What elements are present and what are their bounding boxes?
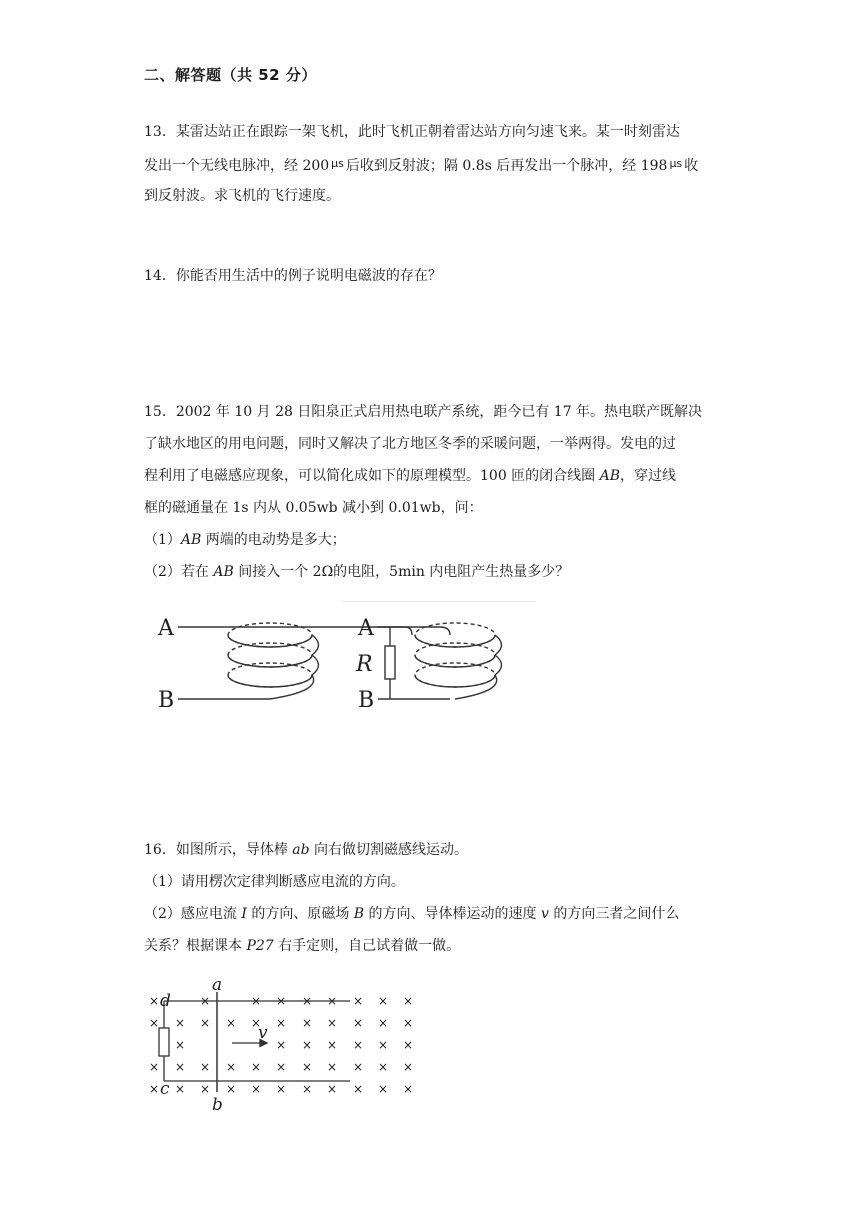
q16-line4-a: 关系？根据课本: [144, 938, 247, 954]
field-cross-mark: ×: [353, 1038, 364, 1052]
q16-rod-name: ab: [292, 842, 310, 858]
q16-sub2-d: 的方向三者之间什么: [548, 906, 680, 922]
q15-line1: 2002 年 10 月 28 日阳泉正式启用热电联产系统，距今已有 17 年。热电联产既解决: [175, 404, 703, 420]
q13-line2-a: 发出一个无线电脉冲，经 200: [144, 158, 330, 174]
field-cross-mark: ×: [353, 994, 364, 1008]
q16-line1-b: 向右做切割磁感线运动。: [309, 842, 469, 858]
field-cross-mark: ×: [378, 1082, 389, 1096]
right-lead-a: [378, 627, 450, 635]
left-label-b: B: [158, 688, 175, 713]
field-cross-mark: ×: [251, 1082, 262, 1096]
q15-sub2-b: 间接入一个 2Ω的电阻，5min 内电阻产生热量多少？: [233, 564, 570, 580]
q16-sub2-c: 的方向、导体棒运动的速度: [364, 906, 541, 922]
field-cross-mark: ×: [302, 1060, 313, 1074]
field-cross-mark: ×: [226, 1060, 237, 1074]
field-cross-mark: ×: [302, 1082, 313, 1096]
q15-number: 15．: [144, 404, 176, 420]
field-cross-mark: ×: [353, 1016, 364, 1030]
field-cross-mark: ×: [276, 1082, 287, 1096]
q13-line2-b: 后收到反射波；隔 0.8s 后再发出一个脉冲，经 198: [345, 158, 668, 174]
field-cross-mark: ×: [200, 1082, 211, 1096]
q13-number: 13．: [144, 124, 176, 140]
question-14: [144, 260, 724, 292]
q15-sub1-text: 两端的电动势是多大；: [201, 532, 346, 548]
field-cross-mark: ×: [353, 1082, 364, 1096]
right-label-b: B: [358, 688, 375, 713]
field-cross-mark: ×: [175, 1060, 186, 1074]
field-cross-mark: ×: [200, 1060, 211, 1074]
q13-line3: 到反射波。求飞机的飞行速度。: [144, 188, 340, 204]
resistor-rect: [385, 646, 395, 679]
field-cross-mark: ×: [302, 1038, 313, 1052]
magnetic-field-figure: [140, 980, 430, 1115]
q16-velocity-symbol: v: [541, 906, 549, 922]
corner-label-c: c: [160, 1079, 170, 1099]
field-cross-mark: ×: [327, 1016, 338, 1030]
velocity-label: v: [258, 1023, 268, 1043]
field-cross-mark: ×: [378, 1016, 389, 1030]
q15-sub2-a: （2）若在: [144, 564, 214, 580]
q14-text: 你能否用生活中的例子说明电磁波的存在？: [175, 268, 442, 284]
figure-separator: [342, 601, 536, 602]
field-cross-mark: ×: [403, 1038, 414, 1052]
field-cross-mark: ×: [175, 1082, 186, 1096]
q15-line3-a: 程利用了电磁感应现象，可以简化成如下的原理模型。100 匝的闭合线圈: [144, 468, 600, 484]
field-cross-mark: ×: [403, 1082, 414, 1096]
q14-number: 14．: [144, 268, 176, 284]
field-cross-mark: ×: [226, 1016, 237, 1030]
field-cross-mark: ×: [149, 1082, 160, 1096]
q13-line2-c: 收: [684, 158, 699, 174]
field-cross-mark: ×: [149, 1016, 160, 1030]
q13-unit-1: μs: [331, 157, 344, 170]
corner-label-d: d: [160, 991, 171, 1011]
q16-field-symbol: B: [353, 906, 365, 922]
q15-sub2-ab: AB: [213, 564, 234, 580]
q15-line3-b: ，穿过线: [620, 468, 677, 484]
field-cross-mark: ×: [276, 1016, 287, 1030]
question-13: [144, 116, 724, 212]
left-coil: [228, 623, 319, 699]
right-coil: [415, 623, 502, 699]
field-cross-mark: ×: [175, 1016, 186, 1030]
field-cross-mark: ×: [403, 994, 414, 1008]
field-cross-mark: ×: [251, 994, 262, 1008]
resistor: [159, 1028, 169, 1056]
field-cross-mark: ×: [403, 1016, 414, 1030]
field-cross-mark: ×: [226, 1082, 237, 1096]
field-cross-mark: ×: [200, 1016, 211, 1030]
field-cross-mark: ×: [327, 1060, 338, 1074]
field-cross-mark: ×: [251, 1016, 262, 1030]
q15-line2: 了缺水地区的用电问题，同时又解决了北方地区冬季的采暖问题，一举两得。发电的过: [144, 436, 676, 452]
question-16: [144, 834, 724, 962]
q16-sub2-a: （2）感应电流: [144, 906, 242, 922]
q15-sub1-ab: AB: [180, 532, 202, 548]
field-cross-mark: ×: [378, 1060, 389, 1074]
left-label-a: A: [158, 616, 174, 641]
q13-unit-2: μs: [669, 157, 683, 170]
q16-current-symbol: I: [241, 906, 247, 922]
field-cross-mark: ×: [403, 1060, 414, 1074]
q16-line4-b: 右手定则，自己试着做一做。: [273, 938, 461, 954]
field-cross-mark: ×: [302, 994, 313, 1008]
question-15: [144, 396, 724, 588]
q16-line1-a: 如图所示，导体棒: [175, 842, 293, 858]
field-cross-mark: ×: [251, 1060, 262, 1074]
field-cross-mark: ×: [276, 994, 287, 1008]
q15-coil-name: AB: [599, 468, 621, 484]
field-cross-mark: ×: [327, 994, 338, 1008]
coil-figure: [150, 605, 550, 720]
q16-number: 16．: [144, 842, 176, 858]
q16-sub1: （1）请用楞次定律判断感应电流的方向。: [144, 874, 405, 890]
field-cross-mark: ×: [378, 994, 389, 1008]
field-cross-mark: ×: [327, 1082, 338, 1096]
rod-label-a: a: [212, 980, 223, 995]
section-title: 二、解答题（共 52 分）: [144, 66, 317, 84]
q15-line4: 框的磁通量在 1s 内从 0.05wb 减小到 0.01wb，问：: [144, 500, 483, 516]
rod-label-b: b: [212, 1095, 223, 1115]
field-cross-mark: ×: [276, 1038, 287, 1052]
field-cross-mark: ×: [149, 1060, 160, 1074]
q16-sub2-b: 的方向、原磁场: [246, 906, 354, 922]
field-cross-mark: ×: [302, 1016, 313, 1030]
field-cross-mark: ×: [149, 994, 160, 1008]
right-label-a: A: [358, 616, 374, 641]
q15-sub1-prefix: （1）: [144, 532, 181, 548]
field-cross-mark: ×: [327, 1038, 338, 1052]
q16-page-ref: P27: [246, 938, 274, 954]
field-cross-mark: ×: [175, 1038, 186, 1052]
field-cross-mark: ×: [200, 994, 211, 1008]
field-cross-mark: ×: [276, 1060, 287, 1074]
left-lead-a: [178, 627, 412, 635]
resistor-label: R: [356, 652, 373, 677]
field-cross-mark: ×: [378, 1038, 389, 1052]
field-cross-mark: ×: [353, 1060, 364, 1074]
q13-line1: 某雷达站正在跟踪一架飞机，此时飞机正朝着雷达站方向匀速飞来。某一时刻雷达: [175, 124, 680, 140]
